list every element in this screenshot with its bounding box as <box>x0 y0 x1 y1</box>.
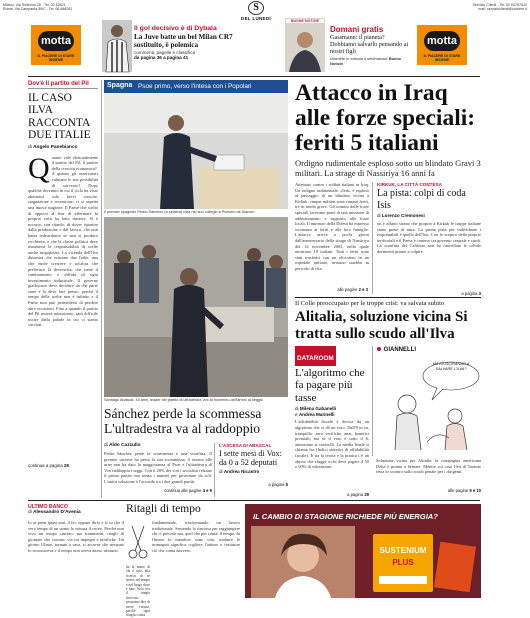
dataroom-byline-join: e <box>295 411 298 417</box>
motta-ad-right[interactable] <box>417 25 467 65</box>
ilva-kicker: Il Colle preoccupato per le troppe crisi: va salvata subito <box>295 300 445 307</box>
isis-body: on è affatto strano che proprio a Kirkuk le truppe italiane siano prese di mira. La prima pista per individuare i responsabili è quella dell'Isis. Con lo sceptro delle proprie territoriali e il Paese è conteso tra governo centrale e curdi. La sconfitta del Califfato non ha cancellato le cellule dormienti pronte a colpire. <box>377 221 481 254</box>
spain-banner <box>104 80 288 93</box>
isis-byline-pre: di <box>377 213 381 218</box>
isis-title[interactable]: La pista: colpi di coda Isis <box>377 188 466 211</box>
giannelli-bubble: MA RIUSCIRANNO A SALVARE L'ILVA? <box>432 362 470 371</box>
ultimo-byline: Alessandro D'Avenia <box>33 510 81 515</box>
lead-continue: alle pagine <box>337 287 358 292</box>
ilva-pages: 9 e 10 <box>469 488 481 493</box>
spain-byline-pre: di <box>104 443 108 448</box>
spain-continue: continua alle pagine <box>164 488 202 493</box>
left-title[interactable]: IL CASO ILVA RACCONTA DUE ITALIE <box>28 92 91 142</box>
scissors-icon <box>126 522 150 562</box>
ronaldo-photo <box>102 20 132 72</box>
ilva-title[interactable]: Alitalia, soluzione vicina Si tratta sullo scudo all'Ilva <box>295 309 468 342</box>
portrait-silhouette-icon <box>285 18 325 72</box>
ad-woman-photo <box>251 526 355 598</box>
ultimo-byline-pre: di <box>28 510 32 515</box>
sanchez-photo <box>104 93 288 209</box>
spain-body: Pedro Sánchez perde le scommesse e una sconfitta. Il premier uscente ha perso la sua scommessa, il ritorno alle urne non ha dato la maggioranza al Psoe e l'ultradestra di Vox raddoppia i seggi. Con il 28% dei voti i socialisti restano il primo partito ma senza i numeri per governare da soli. L'unica soluzione è l'accordo tra i due grandi partiti. <box>104 451 212 484</box>
sport-kicker: Il gol decisivo è di Dybala <box>134 25 217 32</box>
motta-logo: motta <box>424 31 460 51</box>
spain-pages: 4 e 5 <box>202 488 212 493</box>
ad-sachet <box>434 542 476 593</box>
dataroom-body: L'affidabilità fiscale è decisa da un algoritmo che ci dà un voto. Dall'8 in su, tranquillo: zero verifiche, anzi, benefici premiali; ma se il voto è sotto il 6, attenzione ai controlli. La media finale si chiama Isa (Indici sintetici di affidabilità fiscale). E tra la teoria e la pratica c'è un abisso che sfugge a chi deve pagare il 50 o 60% di valutazioni. <box>295 419 369 470</box>
masthead-rule <box>28 76 480 77</box>
isis-kicker: KIRKUK, LA CITTÀ CONTESA <box>377 182 442 187</box>
sport-sub: commenti, pagelle e classifica <box>134 49 196 55</box>
buone-notizie-stamp: BUONE NOTIZIE <box>286 19 324 23</box>
dataroom-title[interactable]: L'algoritmo che fa pagare più tasse <box>295 367 365 404</box>
vox-page-pre: a pagina <box>268 482 285 487</box>
abascal-photo <box>104 217 288 397</box>
vox-byline-pre: di <box>219 469 223 474</box>
ad-brand: SUSTENIUM <box>379 546 427 555</box>
sport-pages: da pagina 36 a pagina 41 <box>134 55 189 61</box>
dropcap: Q <box>28 151 50 185</box>
woman-silhouette-icon <box>251 526 355 598</box>
player-silhouette-icon <box>102 20 132 72</box>
lead-pages: 2 e 3 <box>358 287 368 292</box>
spain-byline: Aldo Cazzullo <box>109 443 141 448</box>
left-page: 28 <box>63 463 69 469</box>
isis-page-pre: a pagina <box>461 291 478 296</box>
dataroom-byline-2: Andrea Marinelli <box>298 411 335 417</box>
interview-sub: chiedete in edicola il settimanale <box>330 55 388 61</box>
left-intro: uanto vale elettoralmente il partito del Pil, il partito della crescita economica? <box>51 154 98 171</box>
dataroom-page-pre: a pagina <box>347 492 364 498</box>
left-continue: continua a pagina <box>28 463 63 469</box>
sustenium-ad[interactable] <box>245 504 481 598</box>
masthead-edition: DEL LUNEDÌ <box>241 16 271 21</box>
left-kicker: Dov'è il partito del Pil <box>28 80 98 89</box>
giannelli-label: GIANNELLI <box>383 347 417 353</box>
vox-box <box>214 443 288 497</box>
interview-sub-bold: Buone Notizie <box>330 55 402 66</box>
lead-subtitle: Ordigno rudimentale esploso sotto un blindato Gravi 3 militari. La strage di Nassiriya 16 anni fa <box>295 158 481 178</box>
dataroom-page: 29 <box>364 492 369 498</box>
column-divider <box>101 80 102 498</box>
bottom-rule <box>28 500 480 501</box>
motta-ad-left[interactable] <box>31 25 81 65</box>
ad-product-box <box>373 534 433 592</box>
lead-title[interactable]: Attacco in Iraq alle forze speciali: feriti 5 italiani <box>295 80 476 156</box>
ultimo-body-1: Io ai poeti quasi mai, il lei, oppure dirlo e si sa che il vero tempo di un uomo lo misura il cuore. Perché non vivo un tempo sincero, ma frammenti, ritagli di giornate che corrono via tra impegni e notifiche. Un giorno Ulisse, tornato a casa, si accorse che nessuno lo riconosceva e il tempo non aveva atteso nessuno. <box>28 520 124 553</box>
left-body: A quanto gli osservatori valutano le sue possibilità di successo? Dopo qualche decennio in cui il ciclo ha visto alternarsi solo brevi crescite, stagnazione e recessione, ci si aspetta una nuova stagione. Il Paese che scelto di opporsi al fine di affermare la propria virtù ha fatto rinunce. Si è accorto, con ritardo, di dover ripartire dalla produzione e dal lavoro, che non basta redistribuire se non si produce ricchezza, e che la classe politica deve assumersi le responsabilità di scelte anche impopolari. La vicenda dell'Ilva dimostra che esistono due Italie: una che vuole crescere e un'altra che preferisce la decrescita, che teme il cambiamento e diffida di ogni investimento industriale. Il governo giallorosso deve decidere da che parte stare e lo deve fare presto, perché il tempo delle scelte non è infinito e il Paese non può permettersi di perdere altre occasioni. Fino a quando il partito del Pil resterà minoritario, sarà difficile uscire dalla palude in cui ci siamo cacciati. <box>28 171 98 328</box>
isis-box <box>372 182 481 294</box>
isis-byline: Lorenzo Cremonesi <box>381 213 425 218</box>
vox-page: 5 <box>285 482 288 487</box>
spain-title[interactable]: Sánchez perde la scommessa L'ultradestra va al raddoppio <box>104 406 262 436</box>
ad-brand-sub: PLUS <box>392 558 414 567</box>
dataroom-badge <box>295 346 336 366</box>
masthead-address-line: Roma, Via Campania 59/C - Tel. 06 688281 <box>3 7 73 12</box>
caption-sanchez: Il premier spagnolo Pedro Sánchez (a sinistra) vota nel suo collegio a Pozuelo de Alarcón <box>104 210 255 214</box>
interview-kicker: Domani gratis <box>330 25 384 34</box>
left-byline: Angelo Panebianco <box>33 144 78 150</box>
dataroom-label: DATAROOM <box>297 355 334 362</box>
caption-abascal: Santiago Abascal, 43 anni, leader del partito di ultradestra Vox al momento dell'arrivo al seggio <box>104 398 264 402</box>
vox-byline: Andrea Nicastro <box>223 469 260 474</box>
giannelli-dot-icon <box>377 347 381 351</box>
ritagli-illustration <box>126 522 150 562</box>
masthead-logo: S <box>248 1 264 15</box>
spain-banner-text: Psoe primo, verso l'intesa con i Popolari <box>138 82 252 90</box>
ultimo-title[interactable]: Ritagli di tempo <box>126 503 201 515</box>
left-byline-pre: di <box>28 144 32 150</box>
ad-energy-bar <box>379 576 427 584</box>
motta-logo: motta <box>38 31 74 51</box>
dataroom-byline-1: Milena Gabanelli <box>299 406 337 412</box>
vox-title[interactable]: I sette mesi di Vox: da 0 a 52 deputati <box>219 449 282 467</box>
motta-tagline: IL PIACERE DI STARE INSIEME <box>37 54 75 62</box>
interview-title[interactable]: Gassmann: il pianeta? Dobbiamo salvarlo pensando ai nostri figli <box>330 34 409 56</box>
ad-headline: IL CAMBIO DI STAGIONE RICHIEDE PIÙ ENERGIA? <box>253 512 438 521</box>
sport-title[interactable]: La Juve batte un bel Milan CR7 sostituito, è polemica <box>134 33 233 50</box>
ultimo-body-3: ha la mano di chi è solo, alla ricerca di se stesso nel tempo e nel luogo dove è nato. Solo con il tempo ritrovato possiamo dire di avere vissuto, perché ogni ritaglio conta. <box>126 565 150 618</box>
masthead-contact-line: Servizio Clienti - Tel. 02 63797510 <box>472 3 527 7</box>
lead-body: Attentato contro i soldati italiani in Iraq. Un ordigno rudimentale, «Ied», è esploso al passaggio di un blindato vicino a Kirkuk: cinque militari sono rimasti feriti, tre in modo grave. Gli uomini delle forze speciali facevano parte di una missione di addestramento e supporto alle forze locali. Il ministro della Difesa ha espresso vicinanza ai feriti e alle loro famiglie. L'attacco arriva a pochi giorni dall'anniversario della strage di Nassiriya del 12 novembre 2003, nella quale morirono 19 italiani. Tutti i feriti sono stati trasferiti con un elicottero in un ospedale militare, nessuno sarebbe in pericolo di vita. <box>295 182 369 271</box>
spain-label: Spagna <box>107 82 133 89</box>
crowd-scene-icon <box>104 217 288 397</box>
masthead-address-line: Milano, Via Solferino 28 - Tel. 02 62821 <box>3 3 66 7</box>
ilva-body: Soluzione vicina per Alitalia: la compagnia americana Delta è pronta a firmare. Mentre sul caso Ilva di Taranto resta lo scontro sullo scudo penale per i dirigenti. <box>376 458 481 475</box>
section-rule <box>295 297 481 298</box>
dataroom-byline-pre: di <box>295 406 299 412</box>
masthead-contact-line: mail: servizioclienti@corriere.it <box>478 7 527 12</box>
voting-scene-icon <box>104 93 288 209</box>
motta-tagline: IL PIACERE DI STARE INSIEME <box>423 54 461 62</box>
gassmann-photo <box>285 18 325 72</box>
isis-page: 3 <box>478 291 481 296</box>
ultimo-kicker: ULTIMO BANCO <box>28 504 68 510</box>
giannelli-cartoon <box>372 346 481 456</box>
ultimo-body-2: fondamentale, trasformando un lavoro tradizionale. Sentendo la rincorsa per raggiungere chi ci precede ma, quel che più conta: il tempo. In Omero le metafore sono vita: tradurre le immagini significa cogliere l'attimo e restituire ciò che conta davvero. <box>152 520 240 553</box>
vox-kicker: L'ASCESA DI ABASCAL <box>219 443 272 448</box>
ilva-pages-pre: alle pagine <box>447 488 469 493</box>
